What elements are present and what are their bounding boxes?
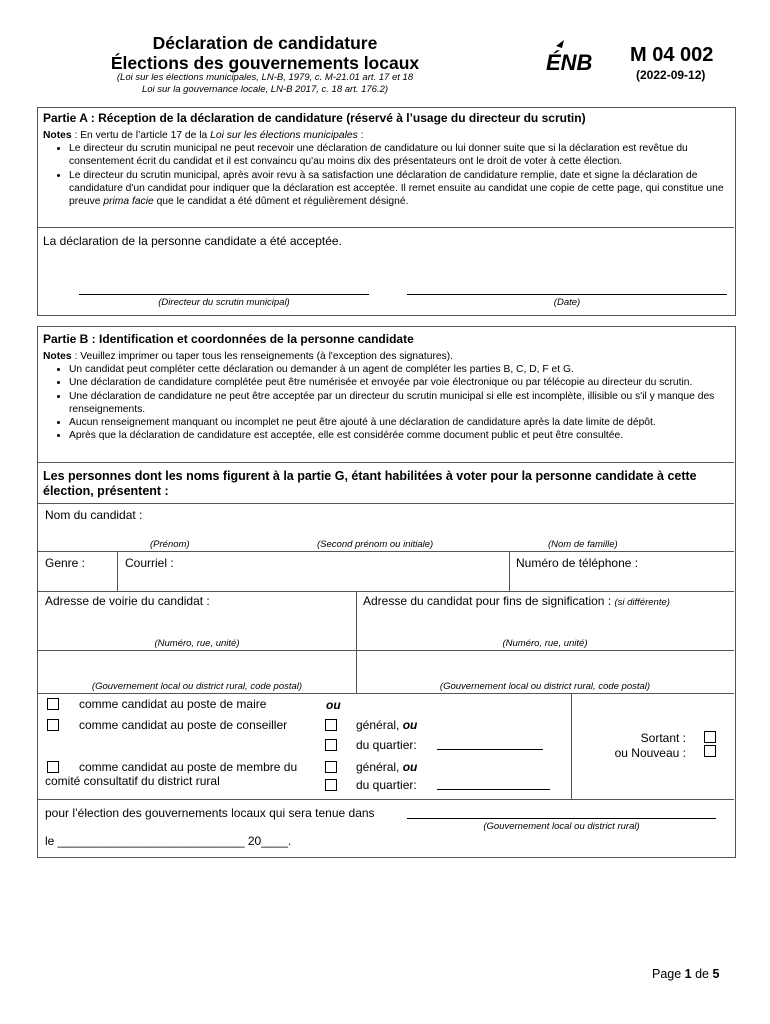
street-address-field[interactable] [45, 610, 350, 636]
part-b-notes [43, 350, 728, 442]
general-text: général, [356, 718, 403, 732]
page-indicator [652, 967, 719, 981]
new-label: ou Nouveau : [614, 746, 686, 760]
committee-checkbox[interactable] [47, 761, 59, 773]
notice-address-hint: (si différente) [614, 597, 670, 608]
or-label: ou [402, 760, 418, 774]
part-a-bullet-1: • Le directeur du scrutin municipal ne peut recevoir une déclaration de candidature ou lui donner suite que si la déclaration est revêtue du consentement écrit du candidat et il est convaincu qu'au moins dix des présentateurs ont le droit de voter à cette élection. [69, 142, 728, 168]
divider [571, 693, 572, 799]
notes-intro: : En vertu de l’article 17 de la [71, 130, 211, 141]
committee-ward-label: du quartier: [356, 778, 417, 792]
notes-intro: : Veuillez imprimer ou taper tous les renseignements (à l'exception des signatures). [71, 351, 454, 362]
councillor-general-label [356, 718, 417, 732]
svg-text:ÉNB: ÉNB [546, 50, 593, 74]
incumbent-label: Sortant : [640, 731, 686, 745]
page-prefix: Page [652, 967, 685, 981]
committee-label-1: comme candidat au poste de membre du [79, 760, 298, 774]
election-text: pour l’élection des gouvernements locaux qui sera tenue dans [45, 806, 375, 820]
councillor-ward-field[interactable] [437, 749, 543, 750]
email-label: Courriel : [125, 556, 174, 570]
locality-field[interactable] [45, 654, 350, 680]
mayor-label: comme candidat au poste de maire [79, 697, 267, 711]
part-b-bullet: • Aucun renseignement manquant ou incomplet ne peut être ajouté à une déclaration de candidature après la date limite de dépôt. [69, 416, 728, 429]
presentation-line-1: Les personnes dont les noms figurent à la partie G, étant habilitées à voter pour la personne candidate à cette [43, 469, 697, 483]
notes-label: Notes [43, 351, 72, 362]
committee-general-checkbox[interactable] [325, 761, 337, 773]
part-b-bullet: • Un candidat peut compléter cette déclaration ou demander à un agent de compléter les parties B, C, D, F et G. [69, 363, 728, 376]
bullet2-text: Le directeur du scrutin municipal, après avoir revu à sa satisfaction une déclaration de candidature remplie, date et signe la déclaration de candidature d'un candidat pour indiquer que la déclaration est acceptée. Il remet ensuite au candidat une copie de cette page, qui constitue une preuve [69, 169, 724, 208]
first-name-hint: (Prénom) [150, 539, 190, 550]
notes-label: Notes [43, 130, 72, 141]
divider [37, 227, 734, 228]
councillor-ward-label: du quartier: [356, 738, 417, 752]
committee-ward-checkbox[interactable] [325, 779, 337, 791]
gender-label: Genre : [45, 556, 86, 570]
candidate-name-label: Nom du candidat : [45, 508, 143, 522]
notice-address-field[interactable] [363, 610, 728, 636]
law-name: Loi sur les élections municipales [210, 130, 358, 141]
part-b-heading: Partie B : Identification et coordonnées de la personne candidate [43, 332, 414, 346]
street-address-label: Adresse de voirie du candidat : [45, 594, 210, 608]
legal-reference-2: Loi sur la gouvernance locale, LN-B 2017, c. 18 art. 176.2) [141, 84, 389, 95]
part-a-bullet-2 [69, 169, 728, 209]
street-hint: (Numéro, rue, unité) [154, 638, 240, 649]
notice-street-hint: (Numéro, rue, unité) [502, 638, 588, 649]
divider [509, 551, 510, 591]
committee-ward-field[interactable] [437, 789, 550, 790]
part-b-bullet: • Après que la déclaration de candidature est acceptée, elle est considérée comme document public et peut être consultée. [69, 429, 728, 442]
enb-logo [546, 40, 608, 74]
bullet2-italic: prima facie [103, 196, 154, 208]
local-government-hint: (Gouvernement local ou district rural) [483, 821, 640, 832]
divider [37, 650, 734, 651]
phone-label: Numéro de téléphone : [516, 556, 639, 570]
part-b-bullet: • Une déclaration de candidature ne peut être acceptée par un directeur du scrutin municipal si elle est incomplète, illisible ou s'il y manque des renseignements. [69, 390, 728, 416]
page-number: 1 [684, 967, 692, 981]
form-number: M 04 002 [630, 44, 714, 66]
notice-locality-hint: (Gouvernement local ou district rural, code postal) [439, 681, 651, 692]
councillor-checkbox[interactable] [47, 719, 59, 731]
phone-field[interactable] [516, 572, 728, 588]
acceptance-text: La déclaration de la personne candidate a été acceptée. [43, 234, 342, 248]
councillor-ward-checkbox[interactable] [325, 739, 337, 751]
director-signature-field[interactable] [79, 294, 369, 295]
councillor-label: comme candidat au poste de conseiller [79, 718, 288, 732]
incumbent-checkbox[interactable] [704, 731, 716, 743]
legal-reference-1: (Loi sur les élections municipales, LN-B, 1979, c. M-21.01 art. 17 et 18 [116, 72, 414, 83]
part-b-bullet: • Une déclaration de candidature complétée peut être numérisée et envoyée par voie électronique ou par télécopie au directeur du scrutin. [69, 376, 728, 389]
form-subtitle: Élections des gouvernements locaux [110, 53, 420, 73]
acceptance-date-label: (Date) [553, 297, 581, 308]
page-total: 5 [712, 967, 720, 981]
notice-address-label [363, 594, 670, 608]
election-date-field[interactable]: le ____________________________ 20____. [45, 834, 292, 848]
notice-address-text: Adresse du candidat pour fins de signification : [363, 594, 615, 608]
divider [37, 693, 734, 694]
candidate-name-field[interactable] [120, 520, 720, 540]
new-checkbox[interactable] [704, 745, 716, 757]
locality-hint: (Gouvernement local ou district rural, code postal) [91, 681, 303, 692]
part-a-heading: Partie A : Réception de la déclaration de candidature (réservé à l’usage du directeur du scrutin) [43, 111, 586, 125]
divider [37, 799, 734, 800]
gender-field[interactable] [45, 570, 113, 588]
form-title: Déclaration de candidature [152, 33, 378, 53]
or-label: ou [326, 698, 341, 712]
councillor-general-checkbox[interactable] [325, 719, 337, 731]
page-mid: de [691, 967, 713, 981]
notice-locality-field[interactable] [363, 654, 728, 680]
part-a-notes [43, 129, 728, 208]
presentation-line-2: élection, présentent : [43, 484, 169, 498]
director-signature-label: (Directeur du scrutin municipal) [158, 297, 290, 308]
divider [37, 462, 734, 463]
notes-intro-end: : [357, 130, 364, 141]
committee-label-2: comité consultatif du district rural [45, 774, 220, 788]
committee-general-label [356, 760, 417, 774]
or-label: ou [402, 718, 418, 732]
divider [37, 503, 734, 504]
divider [37, 551, 734, 552]
local-government-field[interactable] [407, 818, 716, 819]
mayor-checkbox[interactable] [47, 698, 59, 710]
general-text: général, [356, 760, 403, 774]
middle-name-hint: (Second prénom ou initiale) [317, 539, 434, 550]
acceptance-date-field[interactable] [407, 294, 727, 295]
form-date: (2022-09-12) [636, 68, 706, 82]
last-name-hint: (Nom de famille) [548, 539, 618, 550]
bullet2-end: que le candidat a été dûment et régulièrement désigné. [153, 196, 409, 208]
divider [37, 591, 734, 592]
divider [117, 551, 118, 591]
email-field[interactable] [190, 556, 505, 586]
